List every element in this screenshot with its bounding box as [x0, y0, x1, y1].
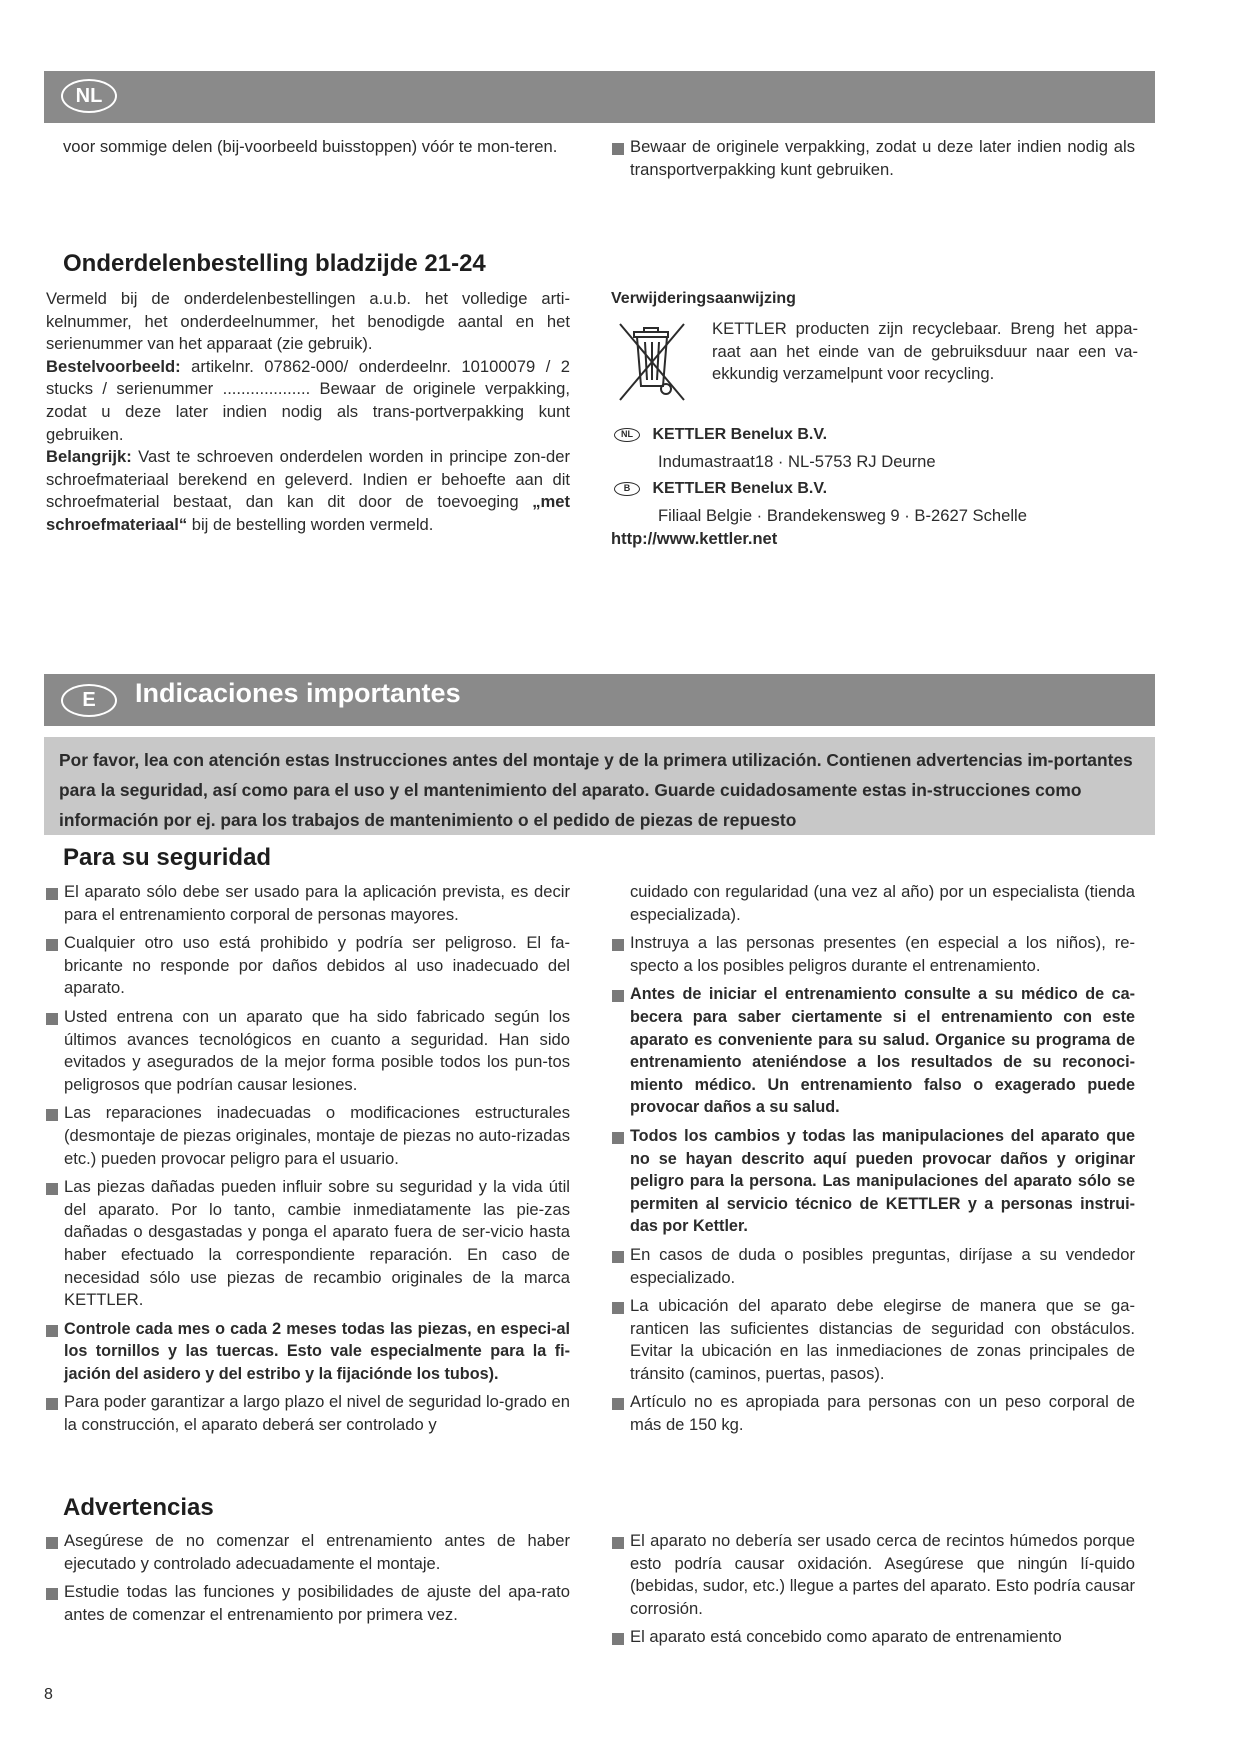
e-header-band — [44, 674, 1155, 726]
list-item: Las piezas dañadas pueden influir sobre su seguridad y la vida útil del aparato. Por lo tanto, cambie inmediatamente las pie-zas dañadas o desgastadas y ponga el aparato fuera de ser-vicio hasta haber efectuado la correspondiente reparación. En caso de necesidad sólo use piezas de recambio originales de la marca KETTLER. — [45, 1176, 570, 1312]
bullet-square-icon — [612, 1398, 624, 1410]
section-title: Indicaciones importantes — [135, 678, 461, 708]
bullet-square-icon — [612, 1633, 624, 1645]
bullet-square-icon — [46, 888, 58, 900]
list-item: Usted entrena con un aparato que ha sido fabricado según los últimos avances tecnológicos en cuanto a seguridad. Han sido evitados y asegurados de la mejor forma posible todos los pun-tos peligrosos que podrían causar lesiones. — [45, 1006, 570, 1096]
nl-company-name: KETTLER Benelux B.V. — [652, 426, 828, 443]
disposal-title: Verwijderingsaanwijzing — [611, 290, 796, 307]
warnings-right-list — [611, 1530, 1135, 1655]
nl-header-band — [44, 71, 1155, 123]
nl-address: Indumastraat18 · NL-5753 RJ Deurne — [658, 451, 936, 471]
bullet-square-icon — [46, 939, 58, 951]
website-url[interactable]: http://www.kettler.net — [611, 530, 778, 548]
crossed-bin-icon — [612, 318, 692, 404]
list-item: Estudie todas las funciones y posibilidades de ajuste del apa-rato antes de comenzar el entrenamiento por primera vez. — [45, 1581, 570, 1626]
list-item: La ubicación del aparato debe elegirse de manera que se ga-ranticen las suficientes distancias de seguridad con obstáculos. Evitar la ubicación en las inmediaciones de zonas principales de tránsito (caminos, puertas, pasos). — [611, 1295, 1135, 1385]
list-item: En casos de duda o posibles preguntas, diríjase a su vendedor especializado. — [611, 1244, 1135, 1289]
bullet-square-icon — [612, 1537, 624, 1549]
list-item: Artículo no es apropiada para personas con un peso corporal de más de 150 kg. — [611, 1391, 1135, 1436]
bullet-square-icon — [612, 1132, 624, 1144]
parts-order-body — [46, 288, 570, 537]
bullet-square-icon — [46, 1398, 58, 1410]
bullet-square-icon — [46, 1325, 58, 1337]
list-item: Asegúrese de no comenzar el entrenamiento antes de haber ejecutado y controlado adecuadamente el montaje. — [45, 1530, 570, 1575]
list-item: Las reparaciones inadecuadas o modificaciones estructurales (desmontaje de piezas originales, montaje de piezas no auto-rizadas etc.) pueden provocar peligro para el usuario. — [45, 1102, 570, 1170]
important-paragraph: Belangrijk: Vast te schroeven onderdelen worden in principe zon-der schroefmateriaal berekend en geleverd. Indien er behoefte aan dit schroefmaterial bestaat, dan kan dit door de toevoeging „met schroefmateriaal“ bij de bestelling worden vermeld. — [46, 447, 570, 534]
list-item: Todos los cambios y todas las manipulaciones del aparato que no se hayan descrito aquí pueden provocar daños y originar peligro para la persona. Las manipulaciones del aparato sólo se permiten al servicio técnico de KETTLER y a personas instrui-das por Kettler. — [611, 1125, 1135, 1238]
parts-order-heading: Onderdelenbestelling bladzijde 21-24 — [63, 250, 486, 277]
safety-right-continuation: cuidado con regularidad (una vez al año) por un especialista (tienda especializada). — [630, 882, 1135, 924]
b-country-badge: B — [614, 482, 640, 496]
order-example-paragraph: Bestelvoorbeeld: artikelnr. 07862-000/ onderdeelnr. 10100079 / 2 stucks / serienummer ................... Bewaar de originele verpakking, zodat u deze later indien nodig als trans-portverpakking kunt gebruiken. — [46, 356, 570, 444]
contact-nl — [614, 424, 1154, 473]
bullet-square-icon — [46, 1183, 58, 1195]
bullet-square-icon — [46, 1109, 58, 1121]
e-language-badge: E — [61, 684, 117, 717]
bullet-square-icon — [612, 143, 624, 155]
list-item: El aparato está concebido como aparato de entrenamiento — [611, 1626, 1135, 1649]
bullet-square-icon — [46, 1588, 58, 1600]
b-company-name: KETTLER Benelux B.V. — [652, 480, 828, 497]
list-item: Instruya a las personas presentes (en especial a los niños), re-specto a los posibles peligros durante el entrenamiento. — [611, 932, 1135, 977]
nl-top-left-text: voor sommige delen (bij-voorbeeld buisstoppen) vóór te mon-teren. — [63, 137, 558, 156]
b-address: Filiaal Belgie · Brandekensweg 9 · B-2627 Schelle — [658, 505, 1027, 525]
bullet-square-icon — [612, 939, 624, 951]
safety-left-list — [45, 881, 570, 1443]
contact-b — [614, 478, 1154, 527]
page-number: 8 — [44, 1686, 53, 1703]
bullet-square-icon — [612, 990, 624, 1002]
warnings-left-list — [45, 1530, 570, 1632]
list-item: El aparato no debería ser usado cerca de recintos húmedos porque esto podría causar oxidación. Asegúrese que ningún lí-quido (bebidas, sudor, etc.) llegue a partes del aparato. Esto podría causar corrosión. — [611, 1530, 1135, 1620]
nl-country-badge: NL — [614, 428, 640, 442]
safety-right-list — [611, 881, 1135, 1443]
intro-box: Por favor, lea con atención estas Instrucciones antes del montaje y de la primera utilización. Contienen advertencias im-portantes para la seguridad, así como para el uso y el mantenimiento del aparato. Guarde cuidadosamente estas in-strucciones como información por ej. para los trabajos de mantenimiento o el pedido de piezas de repuesto — [44, 737, 1155, 835]
list-item: Controle cada mes o cada 2 meses todas las piezas, en especi-al los tornillos y las tuercas. Esto vale especialmente para la fi-jación del asidero y del estribo y la fijaciónde los tubos). — [45, 1318, 570, 1386]
list-item: Cualquier otro uso está prohibido y podría ser peligroso. El fa-bricante no responde por daños debidos al uso inadecuado del aparato. — [45, 932, 570, 1000]
list-item: Para poder garantizar a largo plazo el nivel de seguridad lo-grado en la construcción, el aparato deberá ser controlado y — [45, 1391, 570, 1436]
disposal-text: KETTLER producten zijn recyclebaar. Breng het appa-raat aan het einde van de gebruiksduur naar een va-ekkundig verzamelpunt voor recycling. — [712, 319, 1138, 384]
bullet-square-icon — [46, 1537, 58, 1549]
list-item: El aparato sólo debe ser usado para la aplicación prevista, es decir para el entrenamiento corporal de personas mayores. — [45, 881, 570, 926]
nl-language-badge: NL — [61, 79, 117, 113]
list-item: Bewaar de originele verpakking, zodat u deze later indien nodig als transportverpakking kunt gebruiken. — [611, 136, 1135, 181]
warnings-heading: Advertencias — [63, 1494, 214, 1521]
nl-top-right-list — [611, 136, 1135, 187]
safety-heading: Para su seguridad — [63, 844, 272, 871]
list-item: Antes de iniciar el entrenamiento consulte a su médico de ca-becera para saber ciertamente si el entrenamiento con este aparato es conveniente para su salud. Organice su programa de entrenamiento ateniéndose a los resultados de su reconoci-miento médico. Un entrenamiento falso o exagerado puede provocar daños a su salud. — [611, 983, 1135, 1119]
bullet-square-icon — [612, 1251, 624, 1263]
bullet-square-icon — [612, 1302, 624, 1314]
bullet-square-icon — [46, 1013, 58, 1025]
parts-order-paragraph: Vermeld bij de onderdelenbestellingen a.u.b. het volledige arti-kelnummer, het onderdeelnummer, het benodigde aantal en het serienummer van het apparaat (zie gebruik). — [46, 289, 570, 354]
